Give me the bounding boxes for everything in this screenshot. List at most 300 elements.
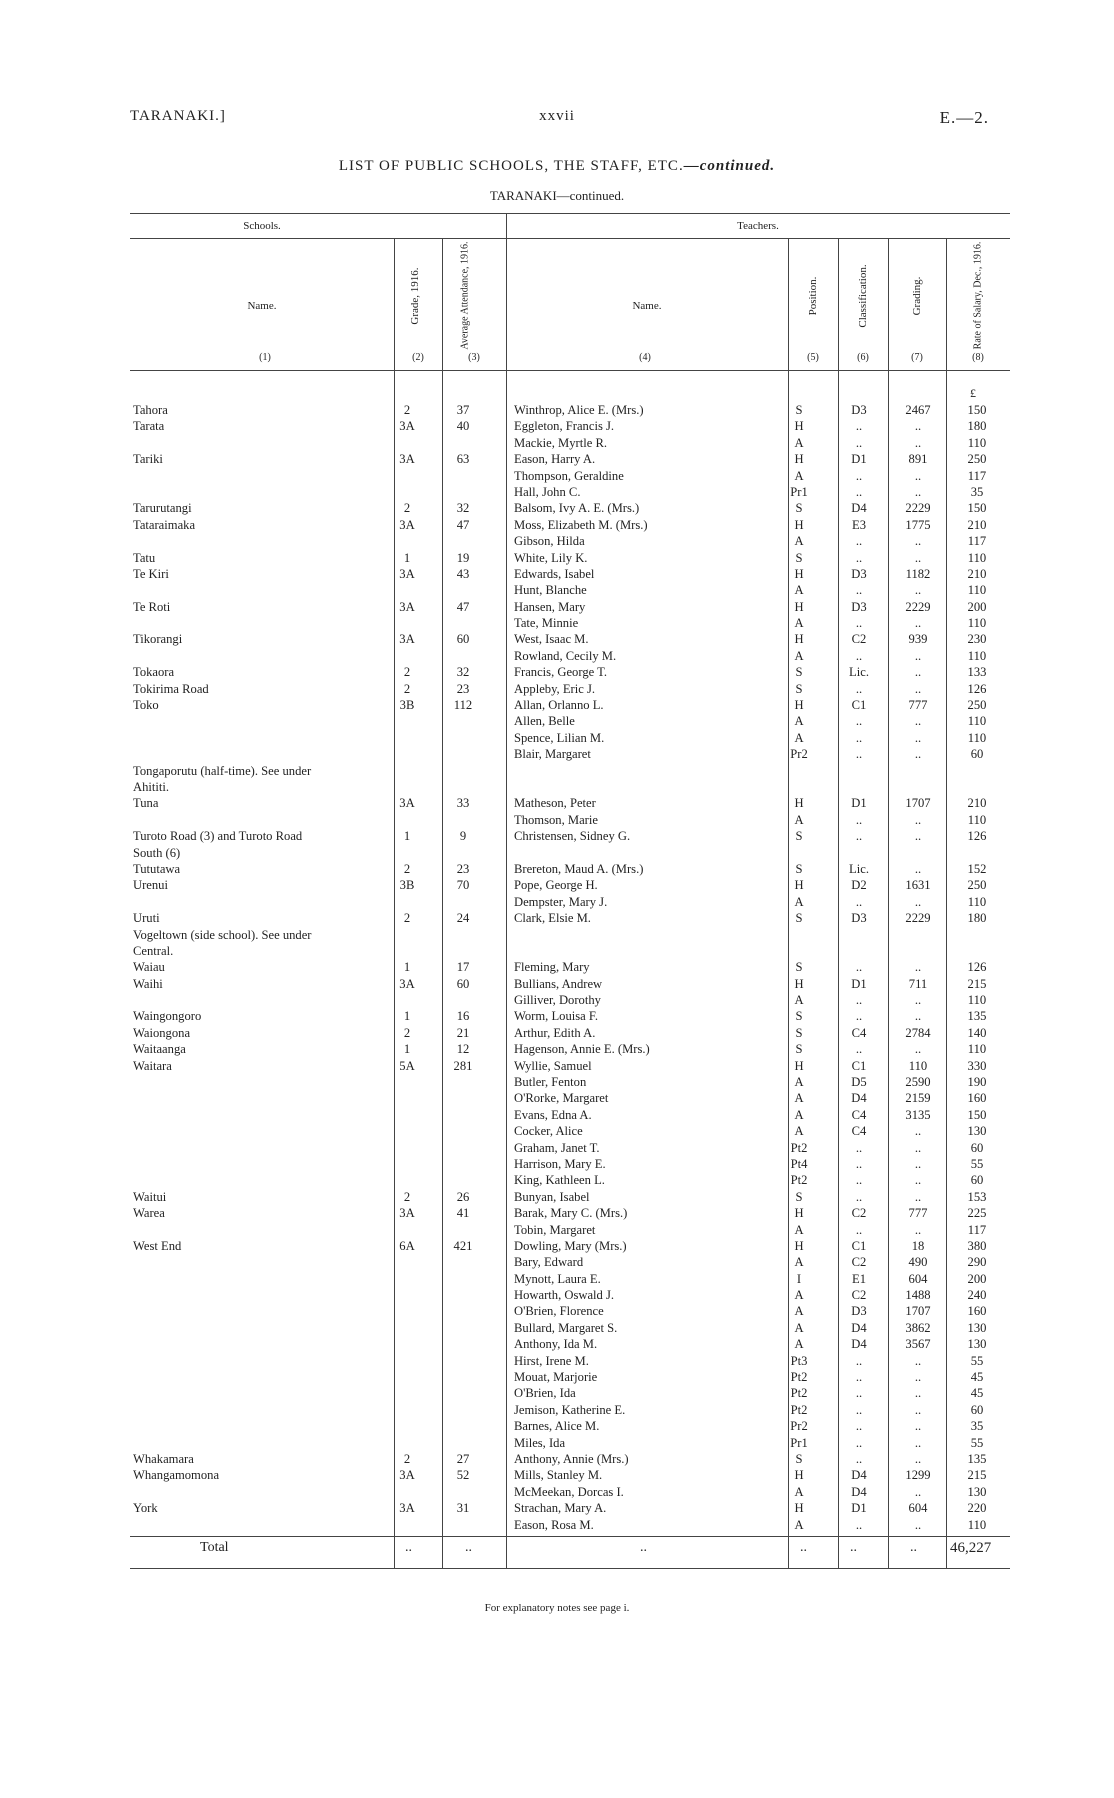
col-number: (8) (972, 352, 984, 363)
grade-cell: 2 (403, 1452, 411, 1466)
school-name-cell: Waiau (133, 960, 165, 975)
position-cell: H (794, 878, 804, 893)
teacher-name-cell: Francis, George T. (514, 665, 608, 680)
teacher-name-cell: Bullard, Margaret S. (514, 1320, 618, 1335)
grading-cell: 2229 (905, 911, 931, 926)
grading-cell: .. (914, 829, 922, 844)
classification-cell: Lic. (849, 861, 869, 876)
salary-cell: 117 (967, 1222, 987, 1237)
position-cell: S (795, 550, 803, 565)
grading-cell: 891 (908, 452, 928, 467)
salary-cell: 133 (967, 665, 987, 680)
position-cell: A (794, 1320, 804, 1335)
position-cell: Pr2 (790, 1419, 808, 1434)
teacher-name-cell: O'Brien, Ida (514, 1386, 576, 1401)
grade-cell: 2 (403, 501, 411, 516)
table-row (0, 959, 1114, 975)
table-row (0, 976, 1114, 992)
salary-cell: 35 (970, 484, 984, 499)
teacher-name-cell: Evans, Edna A. (514, 1107, 592, 1122)
grading-cell: .. (914, 665, 922, 680)
attendance-cell: 24 (456, 911, 470, 926)
salary-cell: 110 (967, 993, 987, 1008)
grade-cell: 1 (403, 550, 411, 565)
attendance-cell: 16 (456, 1009, 470, 1024)
grade-cell: 3A (399, 796, 415, 811)
position-cell: S (795, 1042, 803, 1057)
position-header: Position. (807, 276, 819, 316)
school-name-cell: Tarata (133, 419, 165, 434)
total-position: .. (800, 1540, 807, 1555)
grading-cell: .. (914, 1156, 922, 1171)
table-row (0, 599, 1114, 615)
teacher-name-cell: King, Kathleen L. (514, 1173, 605, 1188)
attendance-cell: 23 (456, 861, 470, 876)
table-top-rule (130, 213, 1010, 214)
grading-cell: .. (914, 1222, 922, 1237)
position-cell: Pt2 (790, 1386, 808, 1401)
salary-cell: 110 (967, 1042, 987, 1057)
classification-cell: C4 (851, 1025, 867, 1040)
teacher-name-cell: McMeekan, Dorcas I. (514, 1484, 624, 1499)
teacher-name-cell: Rowland, Cecily M. (514, 648, 617, 663)
classification-cell: .. (855, 714, 863, 729)
classification-cell: D2 (851, 878, 867, 893)
attendance-cell: 47 (456, 599, 470, 614)
grading-cell: .. (914, 993, 922, 1008)
classification-cell: D3 (851, 403, 867, 417)
table-row (0, 1172, 1114, 1188)
teacher-name-cell: Barnes, Alice M. (514, 1419, 600, 1434)
grading-cell: 2159 (905, 1091, 931, 1106)
salary-cell: 215 (967, 976, 987, 991)
position-cell: A (794, 534, 804, 549)
table-row (0, 484, 1114, 500)
classification-cell: .. (855, 1435, 863, 1450)
classification-cell: .. (855, 419, 863, 434)
table-row (0, 861, 1114, 877)
table-row (0, 1484, 1114, 1500)
classification-cell: .. (855, 1140, 863, 1155)
grading-cell: .. (914, 1042, 922, 1057)
teacher-name-cell: Butler, Fenton (514, 1075, 587, 1090)
salary-cell: 240 (967, 1288, 987, 1303)
grade-cell: 3A (399, 976, 415, 991)
teacher-name-cell: Winthrop, Alice E. (Mrs.) (514, 403, 644, 417)
school-name-cell: Tikorangi (133, 632, 183, 647)
salary-cell: 160 (967, 1304, 987, 1319)
school-name-cell: Tatu (133, 550, 156, 565)
salary-cell: 140 (967, 1025, 987, 1040)
teacher-name-cell: Hagenson, Annie E. (Mrs.) (514, 1042, 650, 1057)
teacher-name-cell: Mynott, Laura E. (514, 1271, 601, 1286)
school-name-header: Name. (247, 300, 277, 312)
salary-cell: 210 (967, 517, 987, 532)
classification-cell: D3 (851, 566, 867, 581)
total-name: .. (640, 1540, 647, 1555)
col-number: (1) (259, 352, 271, 363)
school-name-cell: Uruti (133, 911, 160, 926)
table-row (0, 1500, 1114, 1516)
col-number: (4) (639, 352, 651, 363)
attendance-cell: 31 (456, 1501, 470, 1516)
salary-cell: 110 (967, 648, 987, 663)
classification-cell: D4 (851, 1091, 867, 1106)
table-row (0, 877, 1114, 893)
teacher-name-cell: Dowling, Mary (Mrs.) (514, 1238, 627, 1253)
table-row (0, 615, 1114, 631)
table-row (0, 713, 1114, 729)
teacher-name-cell: Dempster, Mary J. (514, 894, 608, 909)
position-cell: A (794, 583, 804, 598)
classification-cell: D4 (851, 1484, 867, 1499)
grading-cell: 1707 (905, 796, 931, 811)
salary-cell: 200 (967, 599, 987, 614)
school-name-cell: Tututawa (133, 861, 181, 876)
teacher-name-cell: Anthony, Annie (Mrs.) (514, 1452, 629, 1466)
grading-cell: .. (914, 861, 922, 876)
attendance-cell: 281 (453, 1058, 473, 1073)
schools-group-header: Schools. (243, 220, 281, 232)
table-row (0, 582, 1114, 598)
position-cell: A (794, 1484, 804, 1499)
position-cell: Pr1 (790, 484, 808, 499)
position-cell: A (794, 1517, 804, 1532)
table-row (0, 1467, 1114, 1483)
footer-note: For explanatory notes see page i. (484, 1602, 630, 1614)
table-row (0, 500, 1114, 516)
grade-cell: 3B (399, 878, 415, 893)
classification-cell: .. (855, 1156, 863, 1171)
school-name-cell: Tongaporutu (half-time). See under (133, 763, 312, 778)
classification-cell: D1 (851, 1501, 867, 1516)
teacher-name-cell: Matheson, Peter (514, 796, 596, 811)
table-row (0, 1385, 1114, 1401)
table-row (0, 828, 1114, 844)
table-row (0, 1156, 1114, 1172)
salary-cell: 60 (970, 1173, 984, 1188)
attendance-cell: 27 (456, 1452, 470, 1466)
teacher-name-cell: Hirst, Irene M. (514, 1353, 589, 1368)
grade-cell: 3A (399, 419, 415, 434)
teacher-name-cell: Pope, George H. (514, 878, 598, 893)
grading-cell: 3862 (905, 1320, 931, 1335)
table-row (0, 1058, 1114, 1074)
salary-header: Rate of Salary, Dec., 1916. (972, 241, 984, 350)
classification-cell: C4 (851, 1124, 867, 1139)
classification-cell: C2 (851, 1255, 867, 1270)
position-cell: S (795, 665, 803, 680)
classification-cell: .. (855, 681, 863, 696)
position-cell: A (794, 1304, 804, 1319)
classification-cell: D5 (851, 1075, 867, 1090)
grading-cell: .. (914, 714, 922, 729)
teacher-name-cell: West, Isaac M. (514, 632, 589, 647)
grading-cell: 3135 (905, 1107, 931, 1122)
table-row (0, 418, 1114, 434)
teacher-name-cell: Mouat, Marjorie (514, 1370, 598, 1385)
position-cell: A (794, 993, 804, 1008)
table-row (0, 1418, 1114, 1434)
school-name-cell: Waitara (133, 1058, 172, 1073)
salary-cell: 150 (967, 1107, 987, 1122)
teachers-group-rule (510, 238, 1010, 239)
page-title (0, 158, 1114, 175)
grading-cell: .. (914, 468, 922, 483)
position-cell: S (795, 861, 803, 876)
total-classification: .. (850, 1540, 857, 1555)
col-number: (3) (468, 352, 480, 363)
position-cell: S (795, 403, 803, 417)
grade-cell: 3A (399, 1206, 415, 1221)
table-row (0, 910, 1114, 926)
position-cell: S (795, 681, 803, 696)
table-row (0, 992, 1114, 1008)
salary-cell: 150 (967, 501, 987, 516)
classification-cell: D4 (851, 1337, 867, 1352)
classification-cell: .. (855, 583, 863, 598)
teacher-name-cell: Mackie, Myrtle R. (514, 435, 608, 450)
attendance-cell: 26 (456, 1189, 470, 1204)
school-name-cell: Te Roti (133, 599, 171, 614)
table-bottom-rule (130, 1568, 1010, 1569)
page-header-left: TARANAKI.] (130, 108, 226, 124)
teacher-name-cell: Gibson, Hilda (514, 534, 585, 549)
school-name-cell: Tahora (133, 403, 168, 417)
salary-cell: 180 (967, 419, 987, 434)
salary-cell: 126 (967, 681, 987, 696)
classification-cell: .. (855, 435, 863, 450)
salary-cell: 380 (967, 1238, 987, 1253)
salary-cell: 230 (967, 632, 987, 647)
salary-cell: 150 (967, 403, 987, 417)
grading-cell: .. (914, 1419, 922, 1434)
classification-cell: .. (855, 1419, 863, 1434)
school-name-cell: Tokaora (133, 665, 175, 680)
table-row (0, 746, 1114, 762)
teacher-name-cell: Arthur, Edith A. (514, 1025, 596, 1040)
position-cell: H (794, 566, 804, 581)
table-row (0, 1451, 1114, 1467)
salary-cell: 290 (967, 1255, 987, 1270)
school-name-cell: South (6) (133, 845, 181, 860)
classification-cell: .. (855, 1386, 863, 1401)
classification-cell: .. (855, 468, 863, 483)
position-cell: S (795, 501, 803, 516)
school-name-cell: Whangamomona (133, 1468, 220, 1483)
position-cell: Pt2 (790, 1402, 808, 1417)
position-cell: S (795, 1025, 803, 1040)
school-name-cell: Urenui (133, 878, 168, 893)
grade-cell: 2 (403, 1025, 411, 1040)
grading-cell: 2784 (905, 1025, 931, 1040)
salary-cell: 55 (970, 1156, 984, 1171)
grading-cell: .. (914, 419, 922, 434)
grade-cell: 2 (403, 911, 411, 926)
position-cell: A (794, 894, 804, 909)
position-cell: A (794, 1091, 804, 1106)
salary-cell: 110 (967, 714, 987, 729)
position-cell: H (794, 599, 804, 614)
teacher-name-cell: Tobin, Margaret (514, 1222, 596, 1237)
school-name-cell: Warea (133, 1206, 165, 1221)
attendance-cell: 23 (456, 681, 470, 696)
classification-cell: D3 (851, 1304, 867, 1319)
teacher-name-cell: Wyllie, Samuel (514, 1058, 592, 1073)
table-row (0, 1402, 1114, 1418)
classification-cell: .. (855, 616, 863, 631)
teacher-name-cell: Brereton, Maud A. (Mrs.) (514, 861, 644, 876)
total-grading: .. (910, 1540, 917, 1555)
col-number: (5) (807, 352, 819, 363)
table-row (0, 730, 1114, 746)
salary-cell: 190 (967, 1075, 987, 1090)
salary-cell: 60 (970, 1140, 984, 1155)
position-cell: H (794, 976, 804, 991)
grading-cell: 18 (911, 1238, 925, 1253)
classification-cell: .. (855, 1173, 863, 1188)
grade-cell: 3A (399, 566, 415, 581)
teacher-name-cell: Moss, Elizabeth M. (Mrs.) (514, 517, 648, 532)
attendance-cell: 70 (456, 878, 470, 893)
position-cell: S (795, 911, 803, 926)
table-row (0, 1140, 1114, 1156)
position-cell: H (794, 796, 804, 811)
school-name-cell: Tarurutangi (133, 501, 192, 516)
school-name-cell: Central. (133, 943, 174, 958)
table-row (0, 845, 1114, 861)
grade-header: Grade, 1916. (409, 267, 421, 325)
grading-cell: 711 (908, 976, 928, 991)
col-number: (7) (911, 352, 923, 363)
classification-cell: .. (855, 829, 863, 844)
table-row (0, 1123, 1114, 1139)
teacher-name-cell: Anthony, Ida M. (514, 1337, 598, 1352)
table-row (0, 1025, 1114, 1041)
salary-cell: 330 (967, 1058, 987, 1073)
table-row (0, 1435, 1114, 1451)
position-cell: S (795, 829, 803, 844)
teacher-name-cell: Jemison, Katherine E. (514, 1402, 626, 1417)
teacher-name-cell: Cocker, Alice (514, 1124, 583, 1139)
table-row (0, 812, 1114, 828)
classification-cell: .. (855, 894, 863, 909)
classification-cell: .. (855, 648, 863, 663)
school-name-cell: Toko (133, 698, 159, 713)
table-row (0, 550, 1114, 566)
grading-cell: .. (914, 1353, 922, 1368)
attendance-cell: 60 (456, 632, 470, 647)
classification-cell: D1 (851, 976, 867, 991)
table-row (0, 763, 1114, 779)
table-row (0, 648, 1114, 664)
classification-cell: D4 (851, 1320, 867, 1335)
grading-cell: .. (914, 960, 922, 975)
grading-cell: .. (914, 681, 922, 696)
teacher-name-cell: Fleming, Mary (514, 960, 590, 975)
teacher-name-cell: Hall, John C. (514, 484, 581, 499)
classification-cell: .. (855, 1042, 863, 1057)
attendance-cell: 32 (456, 501, 470, 516)
table-row (0, 1008, 1114, 1024)
salary-cell: 60 (970, 1402, 984, 1417)
table-row (0, 402, 1114, 418)
grading-cell: .. (914, 550, 922, 565)
grade-cell: 5A (399, 1058, 415, 1073)
teacher-name-cell: Spence, Lilian M. (514, 730, 605, 745)
total-grade: .. (405, 1540, 412, 1555)
teacher-name-cell: Eggleton, Francis J. (514, 419, 615, 434)
salary-cell: 110 (967, 550, 987, 565)
teacher-name-cell: Barak, Mary C. (Mrs.) (514, 1206, 628, 1221)
grading-cell: .. (914, 616, 922, 631)
classification-cell: .. (855, 960, 863, 975)
table-row (0, 795, 1114, 811)
classification-cell: .. (855, 534, 863, 549)
table-row (0, 1336, 1114, 1352)
school-name-cell: Whakamara (133, 1452, 194, 1466)
grade-cell: 3A (399, 1468, 415, 1483)
table-row (0, 1189, 1114, 1205)
salary-cell: 130 (967, 1484, 987, 1499)
table-row (0, 1303, 1114, 1319)
grading-cell: 1182 (905, 566, 931, 581)
grading-cell: 1299 (905, 1468, 931, 1483)
classification-cell: .. (855, 1189, 863, 1204)
grading-cell: 777 (908, 1206, 928, 1221)
teacher-name-cell: Blair, Margaret (514, 747, 591, 762)
position-cell: A (794, 1255, 804, 1270)
salary-cell: 220 (967, 1501, 987, 1516)
teacher-name-cell: White, Lily K. (514, 550, 588, 565)
classification-cell: C2 (851, 1288, 867, 1303)
salary-cell: 117 (967, 534, 987, 549)
classification-cell: .. (855, 812, 863, 827)
table-row (0, 1320, 1114, 1336)
grading-cell: .. (914, 484, 922, 499)
teacher-name-cell: Allan, Orlanno L. (514, 698, 604, 713)
position-cell: A (794, 1075, 804, 1090)
classification-cell: .. (855, 1353, 863, 1368)
table-row (0, 533, 1114, 549)
grading-cell: .. (914, 648, 922, 663)
grade-cell: 3A (399, 452, 415, 467)
position-cell: H (794, 1468, 804, 1483)
position-cell: S (795, 1452, 803, 1466)
teacher-name-cell: Edwards, Isabel (514, 566, 595, 581)
attendance-cell: 52 (456, 1468, 470, 1483)
teacher-name-cell: Bullians, Andrew (514, 976, 603, 991)
grading-cell: .. (914, 747, 922, 762)
position-cell: Pr1 (790, 1435, 808, 1450)
position-cell: Pt2 (790, 1370, 808, 1385)
grade-cell: 2 (403, 665, 411, 680)
classification-cell: D3 (851, 911, 867, 926)
grading-cell: 604 (908, 1501, 928, 1516)
classification-cell: .. (855, 1402, 863, 1417)
teacher-name-cell: Howarth, Oswald J. (514, 1288, 615, 1303)
teacher-name-cell: Mills, Stanley M. (514, 1468, 603, 1483)
classification-cell: .. (855, 993, 863, 1008)
grading-cell: 2229 (905, 599, 931, 614)
teacher-name-cell: Hunt, Blanche (514, 583, 587, 598)
attendance-cell: 21 (456, 1025, 470, 1040)
teacher-name-header: Name. (632, 300, 662, 312)
table-row (0, 1369, 1114, 1385)
grading-cell: 2229 (905, 501, 931, 516)
position-cell: H (794, 1058, 804, 1073)
position-cell: Pt4 (790, 1156, 808, 1171)
